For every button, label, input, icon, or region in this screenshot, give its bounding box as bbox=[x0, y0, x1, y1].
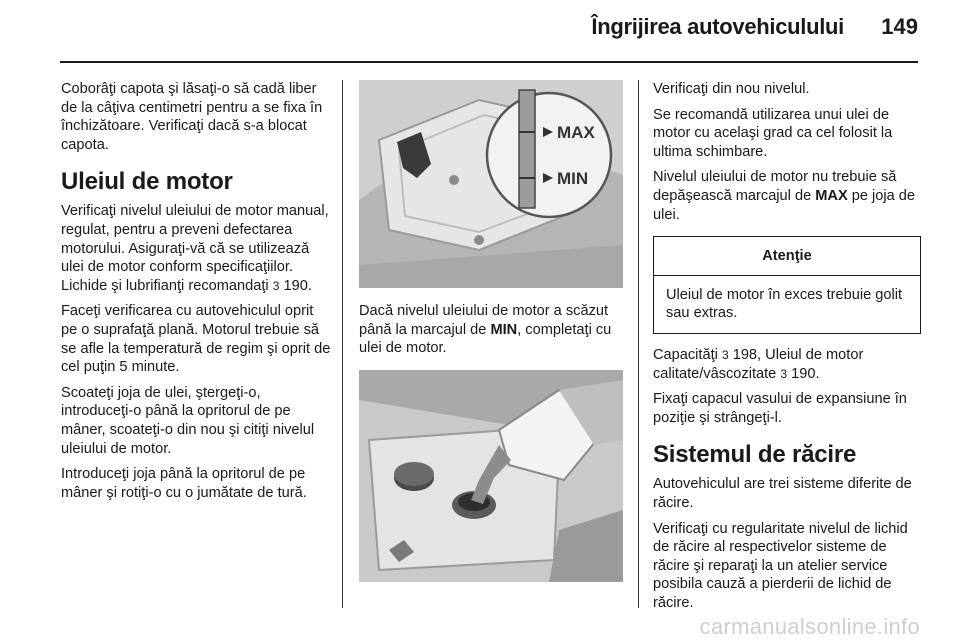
page-number: 149 bbox=[881, 14, 918, 39]
column-divider-right bbox=[638, 80, 639, 608]
page-reference-link[interactable]: 198, Uleiul de motor calitate/vâscozitate bbox=[653, 346, 864, 382]
page-reference-icon: 3 bbox=[780, 366, 788, 381]
engine-oil-heading: Uleiul de motor bbox=[61, 168, 233, 196]
oil-check-paragraph bbox=[61, 202, 333, 295]
recheck-paragraph: Verificaţi din nou nivelul. bbox=[653, 81, 810, 97]
cooling-systems-paragraph: Autovehiculul are trei sisteme diferite de răcire. bbox=[653, 476, 912, 511]
caution-body: Uleiul de motor în exces trebuie golit sau extras. bbox=[666, 286, 903, 322]
caption-text-end: , completaţi cu ulei de motor. bbox=[359, 321, 612, 357]
caution-notice bbox=[653, 236, 921, 334]
coolant-check-paragraph: Verificaţi cu regularitate nivelul de lichid de răcire al respectivelor sisteme de răcire şi reparaţi la un atelier service posibila cauză a pierderii de lichid de răcire. bbox=[653, 520, 908, 611]
page-header bbox=[0, 0, 960, 62]
page-title: Îngrijirea autovehiculului bbox=[591, 14, 844, 39]
caution-title: Atenţie bbox=[654, 237, 920, 276]
column-right bbox=[653, 80, 923, 619]
page-reference-link[interactable]: 190. bbox=[791, 365, 820, 382]
min-mark-text: MIN bbox=[490, 321, 518, 338]
max-level-text: Nivelul uleiului de motor nu trebuie să depăşească marcajul de bbox=[653, 169, 897, 204]
dipstick-illustration bbox=[359, 80, 623, 288]
watermark: carmanualsonline.info bbox=[699, 614, 920, 639]
max-level-text-end: pe joja de ulei. bbox=[653, 187, 916, 223]
column-divider-left bbox=[342, 80, 343, 608]
oil-grade-paragraph: Se recomandă utilizarea unui ulei de motor cu acelaşi grad ca cel folosit la ultima schimbare. bbox=[653, 106, 893, 160]
dipstick-paragraph: Scoateţi joja de ulei, ştergeţi-o, introduceţi-o până la opritorul de pe mâner, scoateţi-o din nou şi citiţi nivelul uleiului de motor. bbox=[61, 384, 315, 457]
hood-closing-paragraph: Coborâţi capota şi lăsaţi-o să cadă liber de la câţiva centimetri pentru a se fixa în închizătoare. Verificaţi dacă s-a blocat capota. bbox=[61, 81, 323, 153]
capacities-paragraph bbox=[653, 346, 923, 383]
capacities-text: Capacităţi bbox=[653, 346, 722, 363]
max-mark-text: MAX bbox=[815, 187, 848, 204]
cooling-system-heading: Sistemul de răcire bbox=[653, 441, 857, 469]
column-middle bbox=[359, 80, 625, 582]
max-level-paragraph bbox=[653, 168, 923, 224]
oil-refill-illustration bbox=[359, 370, 623, 582]
dipstick-insert-paragraph: Introduceţi joja până la opritorul de pe mâner şi rotiţi-o cu o jumătate de tură. bbox=[61, 466, 307, 501]
page-reference-icon: 3 bbox=[721, 347, 729, 362]
page-reference-icon: 3 bbox=[272, 278, 280, 293]
header-rule bbox=[60, 61, 918, 63]
page-reference-link[interactable]: 190. bbox=[283, 277, 312, 294]
oil-check-text: Verificaţi nivelul uleiului de motor manual, regulat, pentru a preveni defectarea motorului. Asiguraţi-vă că se utilizează ulei de motor conform specificaţiilor. Lichide şi lubrifianţi recomandaţi bbox=[61, 203, 329, 294]
expansion-cap-paragraph: Fixaţi capacul vasului de expansiune în poziţie şi strângeţi-l. bbox=[653, 391, 907, 426]
min-mark-label: MIN bbox=[557, 169, 589, 188]
max-mark-label: MAX bbox=[557, 123, 595, 142]
caption-text: Dacă nivelul uleiului de motor a scăzut până la marcajul de bbox=[359, 303, 609, 338]
column-left bbox=[61, 80, 333, 509]
min-level-caption bbox=[359, 302, 625, 358]
oil-check-conditions-paragraph: Faceţi verificarea cu autovehiculul oprit pe o suprafaţă plană. Motorul trebuie să se afle la temperatură de regim şi oprit de cel puţin 5 minute. bbox=[61, 303, 331, 376]
